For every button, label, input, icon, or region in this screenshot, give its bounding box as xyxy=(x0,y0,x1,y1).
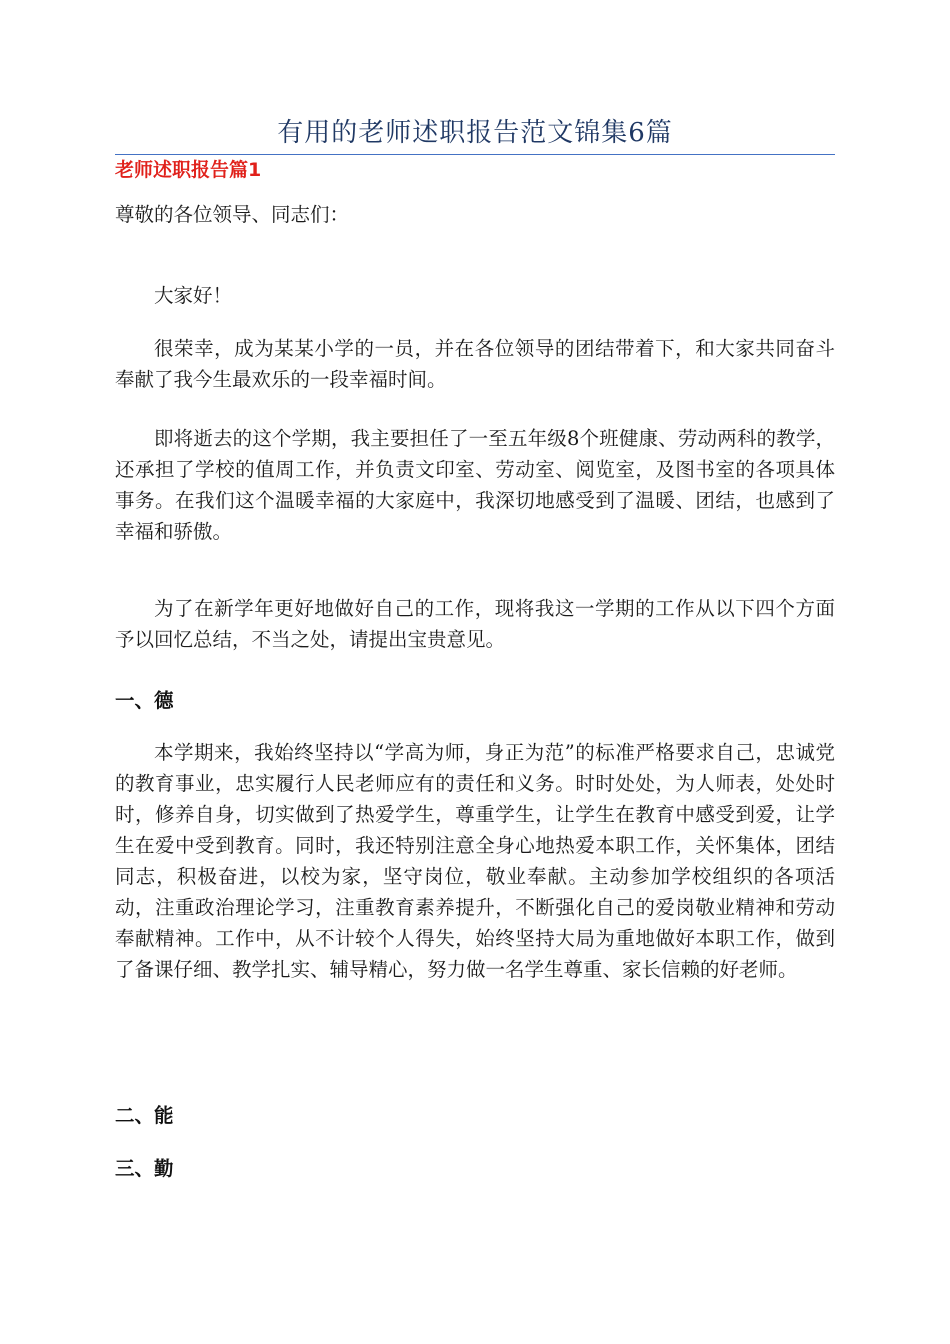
paragraph-summary-intro: 为了在新学年更好地做好自己的工作，现将我这一学期的工作从以下四个方面予以回忆总结，不当之处，请提出宝贵意见。 xyxy=(115,597,835,651)
salutation: 尊敬的各位领导、同志们： xyxy=(115,203,350,226)
title-underline xyxy=(115,154,835,155)
paragraph-intro: 很荣幸，成为某某小学的一员，并在各位领导的团结带着下，和大家共同奋斗奉献了我今生最欢乐的一段幸福时间。 xyxy=(115,337,835,391)
greeting: 大家好！ xyxy=(154,284,233,307)
document-title: 有用的老师述职报告范文锦集6篇 xyxy=(277,118,673,148)
subheading-de: 一、德 xyxy=(115,689,174,712)
paragraph-de: 本学期来，我始终坚持以“学高为师，身正为范”的标准严格要求自己，忠诚党的教育事业，忠实履行人民老师应有的责任和义务。时时处处，为人师表，处处时时，修养自身，切实做到了热爱学生，尊重学生，让学生在教育中感受到爱，让学生在爱中受到教育。同时，我还特别注意全身心地热爱本职工作，关怀集体，团结同志，积极奋进，以校为家，坚守岗位，敬业奉献。主动参加学校组织的各项活动，注重政治理论学习，注重教育素养提升，不断强化自己的爱岗敬业精神和劳动奉献精神。工作中，从不计较个人得失，始终坚持大局为重地做好本职工作，做到了备课仔细、教学扎实、辅导精心，努力做一名学生尊重、家长信赖的好老师。 xyxy=(115,741,835,981)
subheading-qin: 三、勤 xyxy=(115,1157,174,1180)
paragraph-duties: 即将逝去的这个学期，我主要担任了一至五年级8个班健康、劳动两科的教学，还承担了学校的值周工作，并负责文印室、劳动室、阅览室，及图书室的各项具体事务。在我们这个温暖幸福的大家庭中，我深切地感受到了温暖、团结，也感到了幸福和骄傲。 xyxy=(115,427,835,543)
subheading-neng: 二、能 xyxy=(115,1104,174,1127)
section-heading: 老师述职报告篇1 xyxy=(115,159,262,181)
